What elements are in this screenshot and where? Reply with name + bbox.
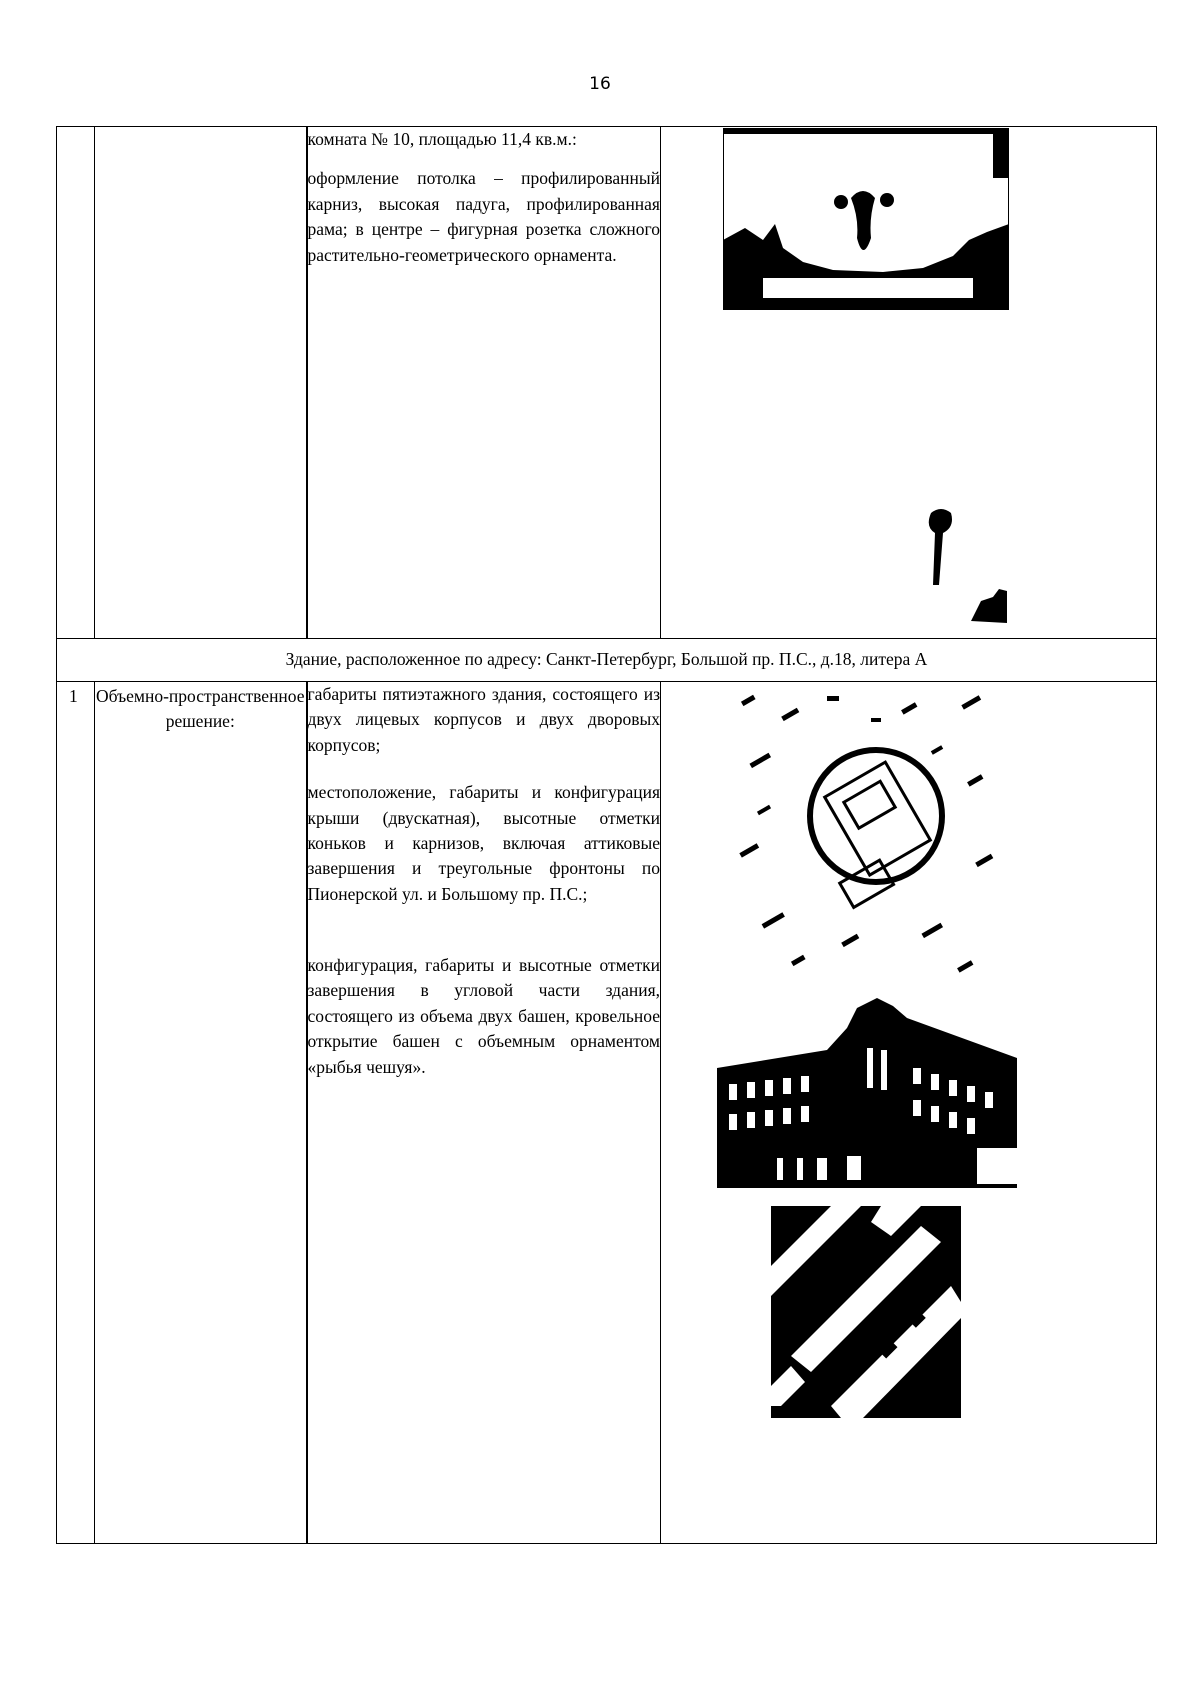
row-description-cell (307, 127, 661, 639)
description-paragraph: конфигурация, габариты и высотные отметки завершения в угловой части здания, состоящего из объема двух башен, кровельное открытие башен с объемным орнаментом «рыбья чешуя». (307, 955, 660, 1077)
site-plan-map (731, 688, 1001, 978)
description-paragraph: комната № 10, площадью 11,4 кв.м.: (307, 129, 577, 149)
row-photo-cell (661, 682, 1157, 1544)
row-name-cell: Объемно-пространственное решение: (95, 682, 307, 1544)
row-photo-cell (661, 127, 1157, 639)
table-row-1 (57, 682, 1157, 1544)
row-name-cell (95, 127, 307, 639)
description-paragraph: габариты пятиэтажного здания, состоящего из двух лицевых корпусов и двух дворовых корпусов; (307, 684, 660, 755)
description-paragraph: местоположение, габариты и конфигурация крыши (двускатная), высотные отметки коньков и карнизов, включая аттиковые завершения и треугольные фронтоны по Пионерской ул. и Большому пр. П.С.; (307, 782, 660, 904)
row-number-cell: 1 (57, 682, 95, 1544)
ceiling-rosette-photo (723, 128, 1009, 310)
address-row (57, 639, 1157, 682)
description-paragraph: оформление потолка – профилированный карниз, высокая падуга, профилированная рама; в центре – фигурная розетка сложного растительно-геометрического орнамента. (307, 168, 660, 265)
table-row-continued (57, 127, 1157, 639)
row-description-cell (307, 682, 661, 1544)
corner-building-photo (717, 988, 1017, 1188)
page-number: 16 (589, 74, 611, 94)
address-cell: Здание, расположенное по адресу: Санкт-Петербург, Большой пр. П.С., д.18, литера А (57, 639, 1157, 682)
row-number-cell (57, 127, 95, 639)
protection-subject-table (56, 126, 1157, 1544)
ceiling-detail-photo (881, 505, 1011, 625)
aerial-roof-photo (771, 1206, 961, 1418)
